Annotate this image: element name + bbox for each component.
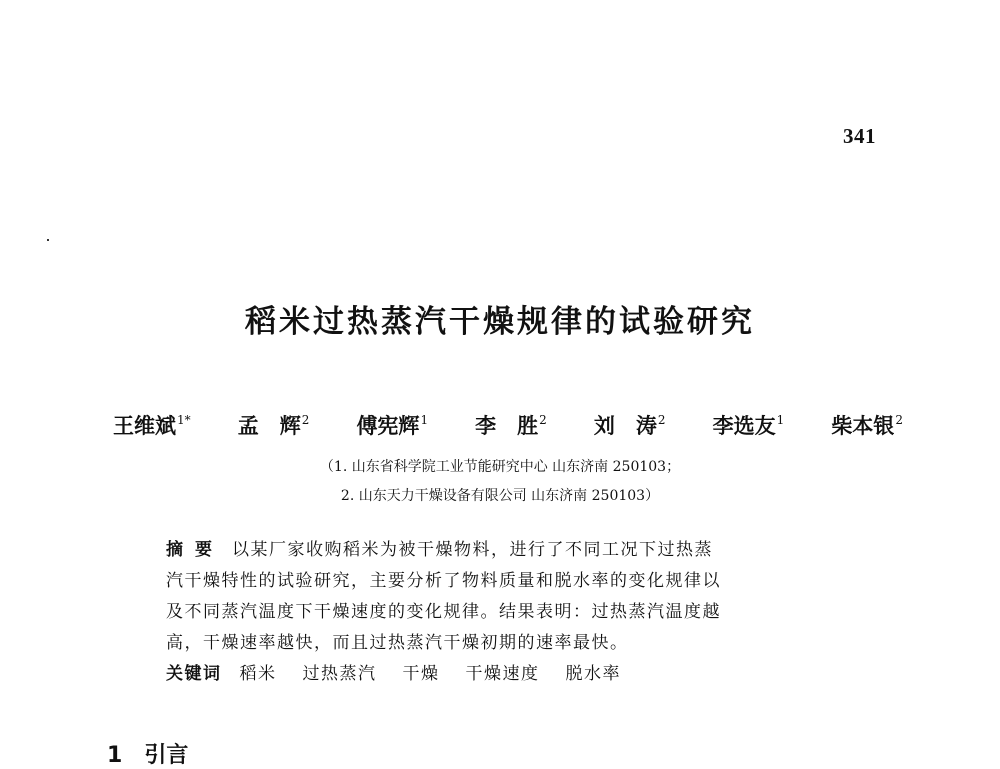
scan-speck [47,239,49,241]
author-affiliation-mark: 2 [301,413,310,427]
abstract-line: 汽干燥特性的试验研究，主要分析了物料质量和脱水率的变化规律以 [166,571,721,591]
author-name: 王维斌 [113,413,176,438]
author [113,410,191,440]
abstract-label: 摘要 [166,540,224,560]
keywords-label: 关键词 [166,664,222,684]
author-name: 刘 涛 [593,413,657,438]
keyword: 脱水率 [565,664,621,684]
author-name: 傅宪辉 [356,413,420,438]
author-affiliation-mark: 1* [177,413,191,427]
author-affiliation-mark: 2 [657,413,666,427]
author-name: 孟 辉 [237,413,301,438]
author [356,410,428,440]
section-title: 引言 [144,743,189,768]
author-name: 李 胜 [475,413,539,438]
keyword: 稻米 [239,664,277,684]
abstract [166,535,856,690]
keyword: 过热蒸汽 [302,664,377,684]
author-name: 李选友 [712,413,776,438]
author [594,410,666,440]
affiliation: 2. 山东天力干燥设备有限公司 山东济南 250103） [340,488,660,504]
affiliation: （1. 山东省科学院工业节能研究中心 山东济南 250103； [319,459,681,475]
author-affiliation-mark: 2 [895,413,903,427]
section-number: 1 [107,743,123,768]
page-number: 341 [843,124,876,148]
paper-title: 稻米过热蒸汽干燥规律的试验研究 [245,304,755,340]
author [475,410,547,440]
keyword: 干燥 [402,664,440,684]
keyword: 干燥速度 [465,664,540,684]
author-list [113,410,903,440]
author-affiliation-mark: 1 [776,413,785,427]
section-heading [107,738,188,769]
author-name: 柴本银 [831,413,895,438]
keywords-line [166,659,856,690]
abstract-line: 及不同蒸汽温度下干燥速度的变化规律。结果表明：过热蒸汽温度越 [166,602,721,622]
author [238,410,310,440]
abstract-line [166,535,856,566]
author [713,410,785,440]
author [831,410,903,440]
abstract-line: 高，干燥速率越快，而且过热蒸汽干燥初期的速率最快。 [166,633,629,653]
author-affiliation-mark: 2 [539,413,547,427]
author-affiliation-mark: 1 [420,413,429,427]
abstract-text: 以某厂家收购稻米为被干燥物料，进行了不同工况下过热蒸 [232,540,713,560]
